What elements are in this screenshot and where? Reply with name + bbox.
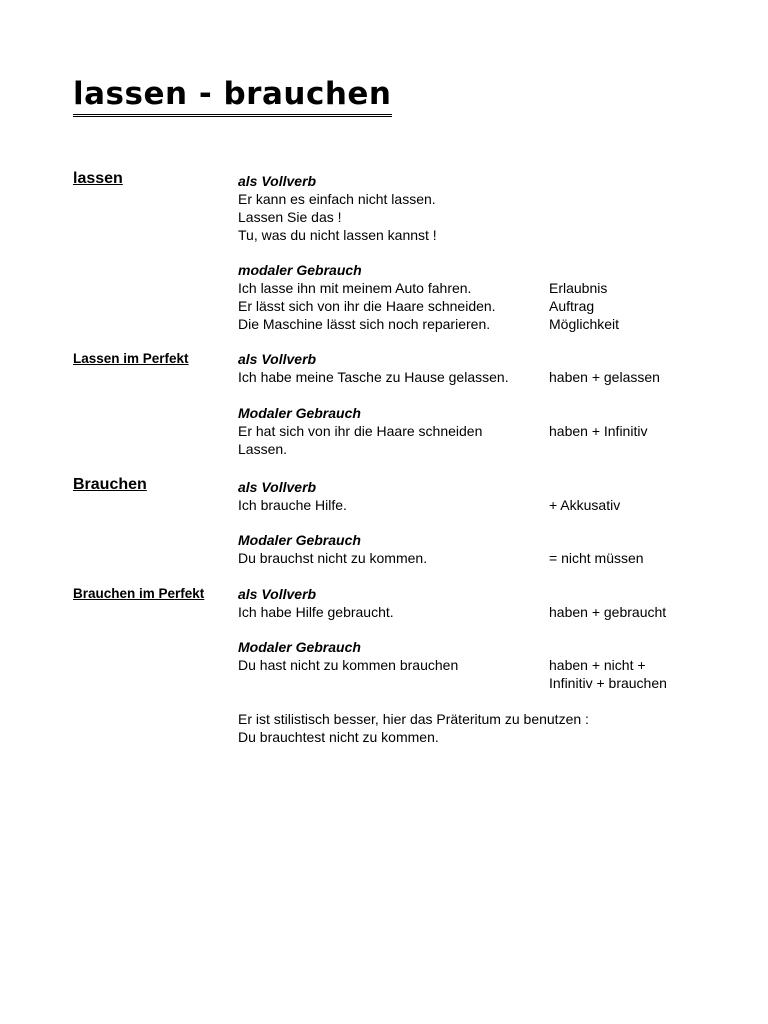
brauchen-modal-note: = nicht müssen [549,550,644,566]
lassen-modal-heading: modaler Gebrauch [238,262,362,278]
brauchen-vollverb-note: + Akkusativ [549,497,621,513]
lassen-vollverb-line-3: Tu, was du nicht lassen kannst ! [238,227,437,243]
lassen-perfekt-modal-heading: Modaler Gebrauch [238,405,361,421]
lassen-vollverb-heading: als Vollverb [238,173,317,189]
section-label-brauchen-perfekt: Brauchen im Perfekt [73,586,205,601]
remark-line-2: Du brauchtest nicht zu kommen. [238,729,439,745]
section-label-brauchen: Brauchen [73,476,147,493]
lassen-perfekt-modal-line-2: Lassen. [238,441,288,457]
brauchen-perfekt-vollverb-note: haben + gebraucht [549,604,667,620]
remark-line-1: Er ist stilistisch besser, hier das Präteritum zu benutzen : [238,711,589,727]
lassen-modal-note-3: Möglichkeit [549,316,620,332]
lassen-vollverb-line-1: Er kann es einfach nicht lassen. [238,191,436,207]
lassen-vollverb-line-2: Lassen Sie das ! [238,209,342,225]
brauchen-vollverb-heading: als Vollverb [238,479,317,495]
lassen-perfekt-modal-line-1: Er hat sich von ihr die Haare schneiden [238,423,483,439]
lassen-perfekt-vollverb-note: haben + gelassen [549,369,660,385]
lassen-modal-note-2: Auftrag [549,298,595,314]
section-label-lassen: lassen [73,170,123,187]
brauchen-perfekt-modal-note-2: Infinitiv + brauchen [549,675,667,691]
lassen-perfekt-modal-note: haben + Infinitiv [549,423,648,439]
section-label-lassen-perfekt: Lassen im Perfekt [73,351,189,366]
lassen-modal-note-1: Erlaubnis [549,280,608,296]
brauchen-modal-line: Du brauchst nicht zu kommen. [238,550,428,566]
page-title: lassen - brauchen [73,74,392,117]
brauchen-modal-heading: Modaler Gebrauch [238,532,361,548]
lassen-perfekt-vollverb-line: Ich habe meine Tasche zu Hause gelassen. [238,369,509,385]
brauchen-perfekt-vollverb-line: Ich habe Hilfe gebraucht. [238,604,394,620]
brauchen-perfekt-modal-note-1: haben + nicht + [549,657,646,673]
lassen-modal-line-1: Ich lasse ihn mit meinem Auto fahren. [238,280,472,296]
lassen-modal-line-3: Die Maschine lässt sich noch reparieren. [238,316,491,332]
brauchen-perfekt-vollverb-heading: als Vollverb [238,586,317,602]
lassen-modal-line-2: Er lässt sich von ihr die Haare schneiden. [238,298,496,314]
brauchen-vollverb-line: Ich brauche Hilfe. [238,497,347,513]
brauchen-perfekt-modal-line: Du hast nicht zu kommen brauchen [238,657,459,673]
lassen-perfekt-vollverb-heading: als Vollverb [238,351,317,367]
brauchen-perfekt-modal-heading: Modaler Gebrauch [238,639,361,655]
